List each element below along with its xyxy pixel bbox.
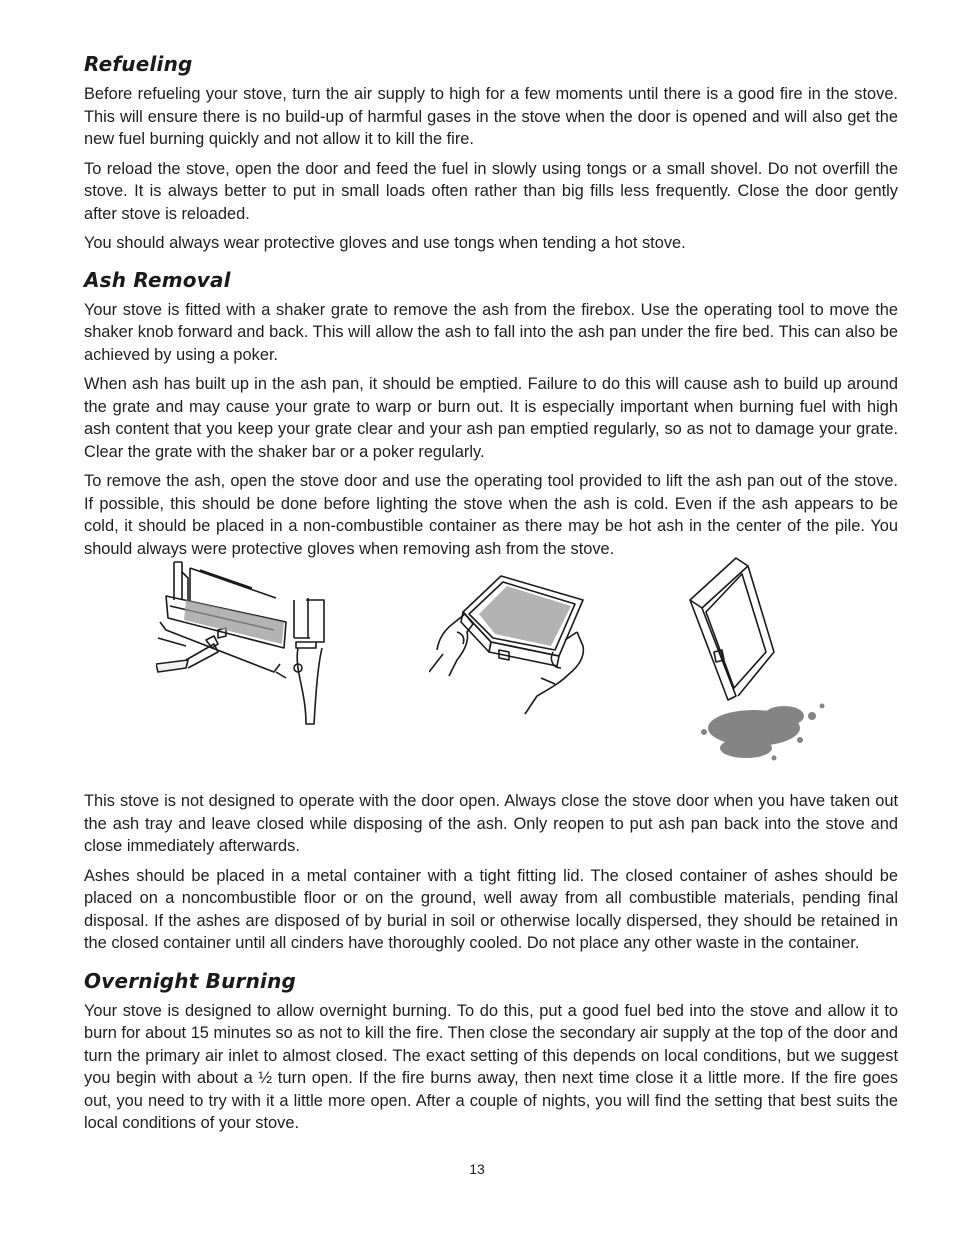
ash-removal-paragraph-1: Your stove is fitted with a shaker grate to remove the ash from the firebox. Use the operating tool to move the shaker knob forward and back. This will allow the ash to fall into the ash pan under the fire bed. This can also be achieved by using a poker. [84,300,898,364]
refueling-paragraph-3: You should always wear protective gloves and use tongs when tending a hot stove. [84,234,686,252]
ash-removal-figures [84,560,898,782]
overnight-burning-paragraph: Your stove is designed to allow overnight burning. To do this, put a good fuel bed into the stove and allow it to burn for about 15 minutes so as not to kill the fire. Then close the secondary air supply at the top of the door and turn the primary air inlet to almost closed. The exact setting of this depends on local conditions, but we suggest you begin with about a ½ turn open. If the fire burns away, then next time close it a little more. If the fire goes out, you need to try with it a little more open. After a couple of nights, you will find the setting that best suits the local conditions of your stove. [84,1001,898,1132]
manual-page [84,52,898,1142]
emptying-ash-pan-illustration [684,556,844,772]
page-number: 13 [469,1161,485,1177]
stove-ash-pan-tool-illustration [156,560,356,728]
refueling-paragraph-2: To reload the stove, open the door and feed the fuel in slowly using tongs or a small shovel. Do not overfill the stove. It is always better to put in small loads often rather than big fills less frequently. Close the door gently after stove is reloaded. [84,159,898,223]
ash-removal-heading: Ash Removal [84,267,231,292]
gloved-hands-ash-pan-illustration [429,570,589,720]
ash-removal-paragraph-5: Ashes should be placed in a metal container with a tight fitting lid. The closed container of ashes should be placed on a noncombustible floor or on the ground, well away from all combustible materials, pending final disposal. If the ashes are disposed of by burial in soil or otherwise locally dispersed, they should be retained in the closed container until all cinders have thoroughly cooled. Do not place any other waste in the container. [84,866,898,952]
refueling-paragraph-1: Before refueling your stove, turn the air supply to high for a few moments until there is a good fire in the stove. This will ensure there is no build-up of harmful gases in the stove when the door is opened and will also get the new fuel burning quickly and not allow it to kill the fire. [84,85,898,148]
ash-removal-paragraph-3: To remove the ash, open the stove door and use the operating tool provided to lift the ash pan out of the stove. If possible, this should be done before lighting the stove when the ash is cold. Even if the ash appears to be cold, it should be placed in a non-combustible container as there may be hot ash in the center of the pile. You should always were protective gloves when removing ash from the stove. [84,472,898,558]
refueling-heading: Refueling [84,52,193,76]
overnight-burning-heading: Overnight Burning [84,968,297,993]
ash-removal-paragraph-2: When ash has built up in the ash pan, it should be emptied. Failure to do this will cause ash to build up around the grate and may cause your grate to warp or burn out. It is especially important when burning fuel with high ash content that you keep your grate clear and your ash pan emptied regularly, so as not to damage your grate. Clear the grate with the shaker bar or a poker regularly. [84,375,898,461]
ash-removal-paragraph-4: This stove is not designed to operate with the door open. Always close the stove door when you have taken out the ash tray and leave closed while disposing of the ash. Only reopen to put ash pan back into the stove and close immediately afterwards. [84,792,898,855]
